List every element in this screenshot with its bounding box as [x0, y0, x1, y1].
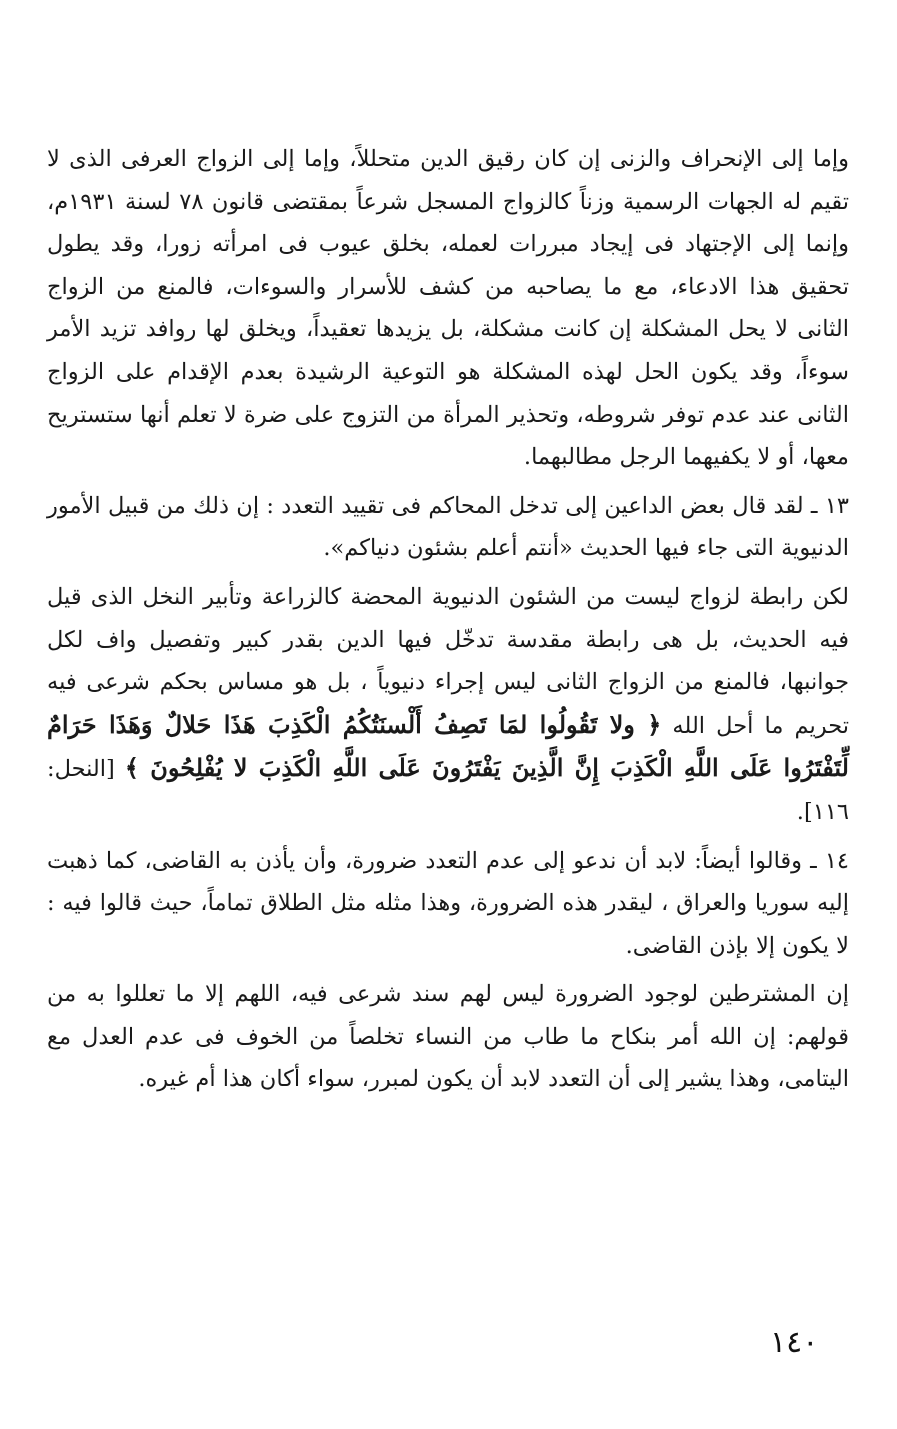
paragraph-3 — [47, 576, 849, 834]
paragraph-5: إن المشترطين لوجود الضرورة ليس لهم سند شرعى فيه، اللهم إلا ما تعللوا به من قولهم: إن الله أمر بنكاح ما طاب من النساء تخلصاً من الخوف فى عدم العدل مع اليتامى، وهذا يشير إلى أن التعدد لابد أن يكون لمبرر، سواء أكان هذا أم غيره. — [47, 981, 849, 1093]
paragraph-4: ١٤ ـ وقالوا أيضاً: لابد أن ندعو إلى عدم التعدد ضرورة، وأن يأذن به القاضى، كما ذهبت إليه سوريا والعراق ، ليقدر هذه الضرورة، وهذا مثله مثل الطلاق تماماً، حيث قالوا فيه : لا يكون إلا بإذن القاضى. — [47, 847, 849, 959]
paragraph-2: ١٣ ـ لقد قال بعض الداعين إلى تدخل المحاكم فى تقييد التعدد : إن ذلك من قبيل الأمور الدنيوية التى جاء فيها الحديث «أنتم أعلم بشئون دنياكم». — [47, 492, 849, 562]
page-number: ١٤٠ — [770, 1325, 819, 1360]
quran-verse: ﴿ ولا تَقُولُوا لمَا تَصِفُ أَلْسنَتُكُمُ الْكَذِبَ هَذَا حَلالٌ وَهَذَا حَرَامٌ لِّتَفْتَرُوا عَلَى اللَّهِ الْكَذِبَ إِنَّ الَّذِينَ يَفْتَرُونَ عَلَى اللَّهِ الْكَذِبَ لا يُفْلِحُونَ ﴾ — [47, 709, 849, 783]
paragraph-1: وإما إلى الإنحراف والزنى إن كان رقيق الدين متحللاً، وإما إلى الزواج العرفى الذى لا تقيم له الجهات الرسمية وزناً كالزواج المسجل شرعاً بمقتضى قانون ٧٨ لسنة ١٩٣١م، وإنما إلى الإجتهاد فى إيجاد مبررات لعمله، بخلق عيوب فى امرأته زورا، وقد يطول تحقيق هذا الادعاء، مع ما يصاحبه من كشف للأسرار والسوءات، فالمنع من الزواج الثانى لا يحل المشكلة إن كانت مشكلة، بل يزيدها تعقيداً، ويخلق لها روافد تزيد الأمر سوءاً، وقد يكون الحل لهذه المشكلة هو التوعية الرشيدة بعدم الإقدام على الزواج الثانى عند عدم توفر شروطه، وتحذير المرأة من التزوج على ضرة لا تعلم أنها ستستريح معها، أو لا يكفيهما الرجل مطالبهما. — [47, 146, 849, 471]
paragraph-3-text-before: لكن رابطة لزواج ليست من الشئون الدنيوية المحضة كالزراعة وتأبير النخل الذى قيل فيه الحديث، بل هى رابطة مقدسة تدخّل فيها الدين بقدر كبير وتفصيل واف لكل جوانبها، فالمنع من الزواج الثانى ليس إجراء دنيوياً ، بل هو مساس بحكم شرعى فيه تحريم ما أحل الله — [47, 583, 849, 739]
page-body — [47, 138, 849, 1101]
verse-citation: [النحل: ١١٦]. — [47, 756, 849, 825]
